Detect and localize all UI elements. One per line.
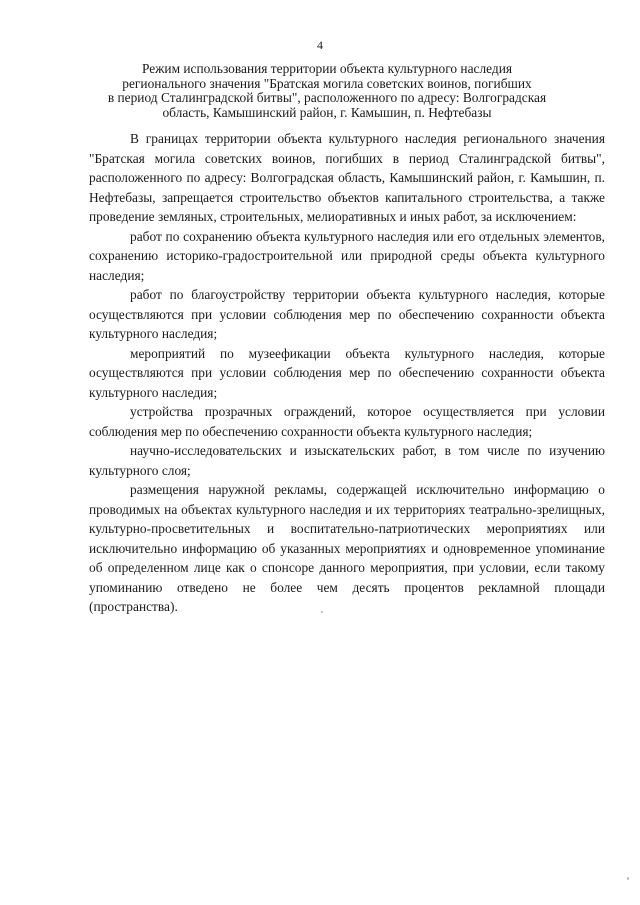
exception-item: научно-исследовательских и изыскательских работ, в том числе по изучению культурного слоя; — [89, 443, 605, 478]
exception-item: размещения наружной рекламы, содержащей исключительно информацию о проводимых на объектах культурного наследия и их территориях театрально-зрелищных, культурно-просветительных и воспитательно-патриотических мероприятиях или исключительно информацию об указанных мероприятиях и одновременное упоминание об определенном лице как о спонсоре данного мероприятия, при условии, если такому упоминанию отведено не более чем десять процентов рекламной площади (пространства). — [89, 482, 605, 614]
title-line: в период Сталинградской битвы", расположенного по адресу: Волгоградская — [107, 90, 547, 106]
exception-item: работ по благоустройству территории объекта культурного наследия, которые осуществляются при условии соблюдения мер по обеспечению сохранности объекта культурного наследия; — [89, 287, 605, 341]
page-number: 4 — [317, 38, 323, 52]
exception-item: мероприятий по музеефикации объекта культурного наследия, которые осуществляются при условии соблюдения мер по обеспечению сохранности объекта культурного наследия; — [89, 345, 605, 400]
document-title — [96, 62, 558, 120]
title-line: Режим использования территории объекта культурного наследия — [141, 61, 513, 76]
exception-item: работ по сохранению объекта культурного наследия или его отдельных элементов, сохранению историко-градостроительной или природной среды объекта культурного наследия; — [89, 228, 605, 283]
document-body — [89, 129, 605, 617]
scan-speck — [627, 877, 629, 880]
scan-speck — [321, 611, 323, 613]
title-line: регионального значения "Братская могила советских воинов, погибших — [122, 75, 532, 91]
exception-item: устройства прозрачных ограждений, которое осуществляется при условии соблюдения мер по обеспечению сохранности объекта культурного наследия; — [89, 404, 605, 439]
title-line: область, Камышинский район, г. Камышин, п. Нефтебазы — [162, 104, 492, 120]
intro-paragraph: В границах территории объекта культурного наследия регионального значения "Братская могила советских воинов, погибших в период Сталинградской битвы", расположенного по адресу: Волгоградская область, Камышинский район, г. Камышин, п. Нефтебазы, запрещается строительство объектов капитального строительства, а также проведение земляных, строительных, мелиоративных и иных работ, за исключением: — [89, 131, 605, 224]
